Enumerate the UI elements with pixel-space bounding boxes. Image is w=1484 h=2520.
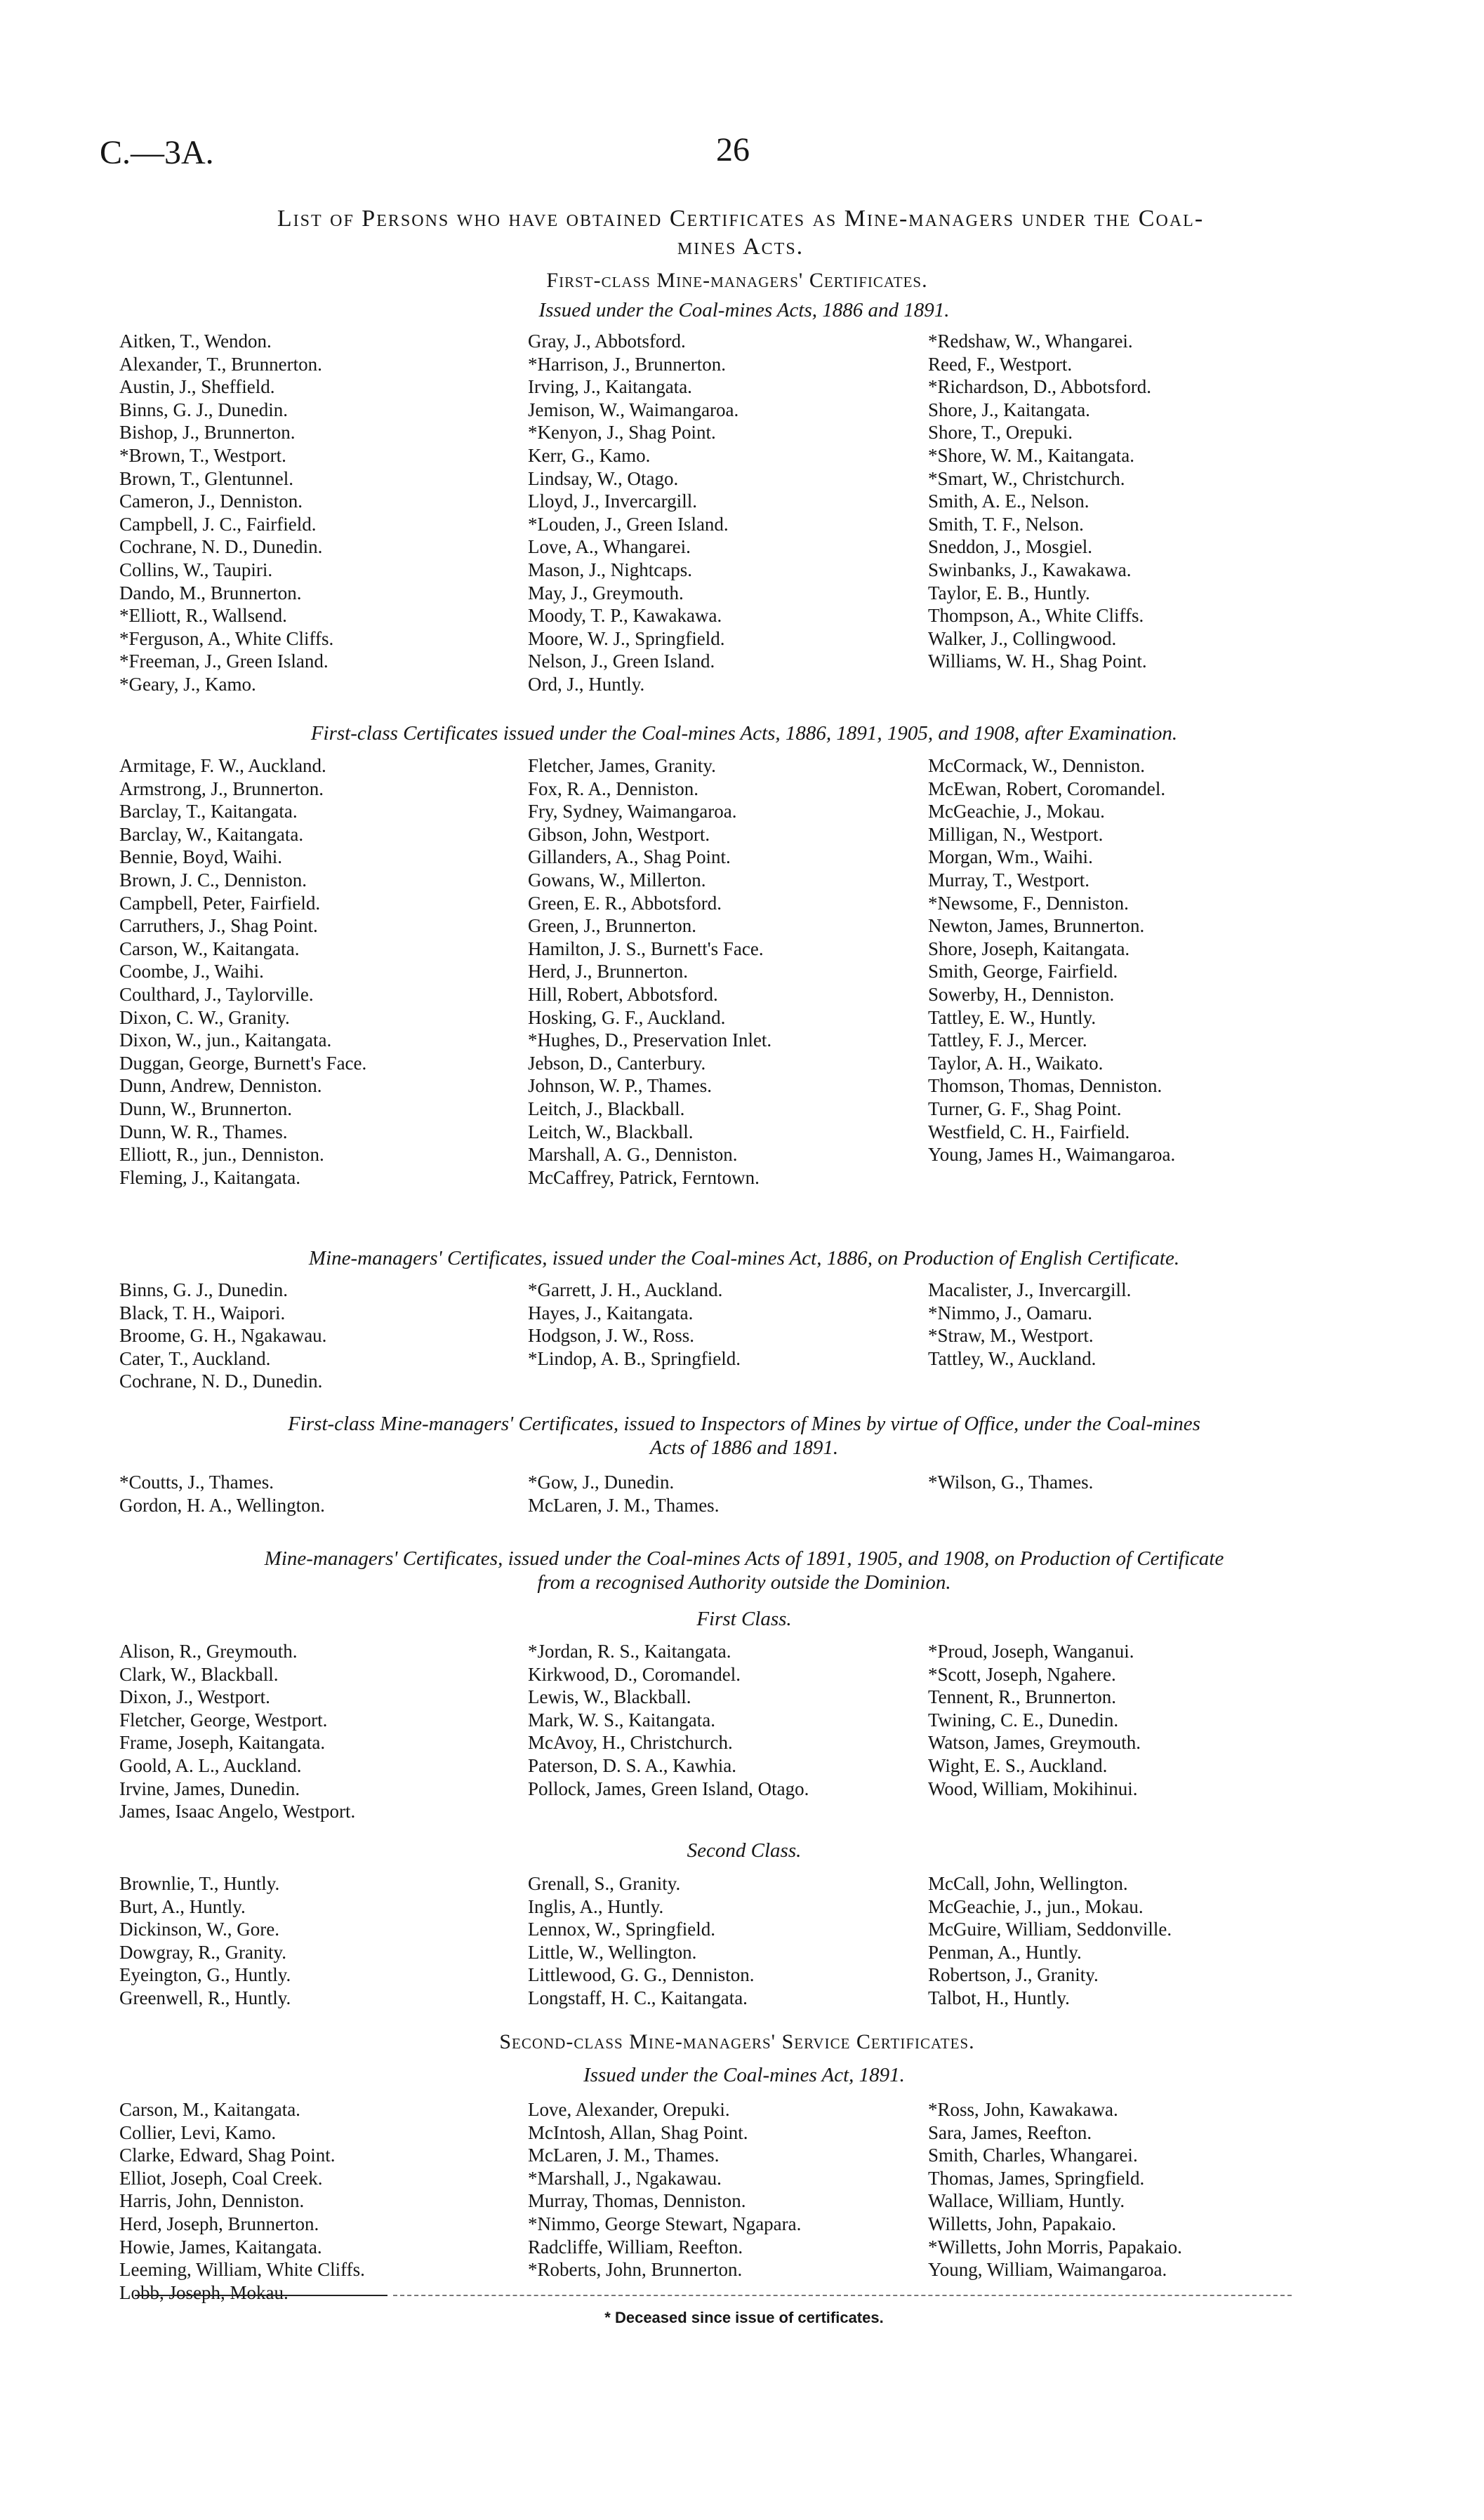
name-entry: McLaren, J. M., Thames. — [528, 2145, 720, 2166]
name-entry: *Jordan, R. S., Kaitangata. — [528, 1641, 731, 1662]
name-entry: *Gow, J., Dunedin. — [528, 1472, 675, 1493]
name-entry: Little, W., Wellington. — [528, 1941, 697, 1963]
name-entry: Binns, G. J., Dunedin. — [119, 399, 289, 420]
name-entry: Cater, T., Auckland. — [119, 1347, 271, 1369]
name-entry: Fox, R. A., Denniston. — [528, 778, 699, 799]
name-entry: Hamilton, J. S., Burnett's Face. — [528, 938, 764, 959]
name-entry: Collier, Levi, Kamo. — [119, 2121, 277, 2143]
section-1-heading: Issued under the Coal-mines Acts, 1886 and 1891. — [538, 299, 950, 321]
name-entry: Barclay, T., Kaitangata. — [119, 801, 298, 822]
name-entry: Elliott, R., jun., Denniston. — [119, 1144, 324, 1166]
name-entry: *Garrett, J. H., Auckland. — [528, 1279, 723, 1300]
footnote: * Deceased since issue of certificates. — [604, 2309, 884, 2326]
name-entry: Lewis, W., Blackball. — [528, 1686, 691, 1708]
name-entry: Nelson, J., Green Island. — [528, 651, 715, 672]
name-entry: Barclay, W., Kaitangata. — [119, 823, 304, 845]
name-entry: Turner, G. F., Shag Point. — [928, 1098, 1122, 1119]
footnote-dashed-rule — [393, 2295, 1292, 2296]
section-5-second-class-column-2 — [528, 1872, 754, 2010]
name-entry: Aitken, T., Wendon. — [119, 331, 272, 352]
section-3-column-3 — [928, 1279, 1131, 1370]
name-entry: Moore, W. J., Springfield. — [528, 627, 725, 649]
name-entry: Armstrong, J., Brunnerton. — [119, 778, 324, 799]
name-entry: Lobb, Joseph, Mokau. — [119, 2281, 289, 2303]
name-entry: *Elliott, R., Wallsend. — [119, 605, 287, 627]
name-entry: *Shore, W. M., Kaitangata. — [928, 444, 1134, 466]
name-entry: Clark, W., Blackball. — [119, 1663, 279, 1685]
name-entry: Grenall, S., Granity. — [528, 1873, 681, 1894]
name-entry: Coulthard, J., Taylorville. — [119, 983, 314, 1005]
name-entry: Brown, T., Glentunnel. — [119, 467, 293, 489]
name-entry: Smith, T. F., Nelson. — [928, 513, 1084, 535]
name-entry: Kerr, G., Kamo. — [528, 444, 651, 466]
name-entry: Sneddon, J., Mosgiel. — [928, 536, 1093, 558]
name-entry: Robertson, J., Granity. — [928, 1964, 1099, 1986]
second-class-service-heading: Second-class Mine-managers' Service Certificates. — [499, 2030, 975, 2053]
name-entry: Shore, Joseph, Kaitangata. — [928, 938, 1130, 959]
section-3-heading: Mine-managers' Certificates, issued under the Coal-mines Act, 1886, on Production of English Certificate. — [308, 1247, 1180, 1269]
section-4-heading-line-2: Acts of 1886 and 1891. — [649, 1436, 839, 1459]
name-entry: *Ross, John, Kawakawa. — [928, 2099, 1118, 2120]
name-entry: Dixon, W., jun., Kaitangata. — [119, 1029, 332, 1051]
name-entry: *Lindop, A. B., Springfield. — [528, 1347, 741, 1369]
name-entry: Tattley, F. J., Mercer. — [928, 1029, 1087, 1051]
name-entry: Dowgray, R., Granity. — [119, 1941, 286, 1963]
name-entry: Burt, A., Huntly. — [119, 1895, 246, 1917]
section-2-column-1 — [119, 754, 366, 1189]
name-entry: Armitage, F. W., Auckland. — [119, 755, 326, 776]
name-entry: Inglis, A., Huntly. — [528, 1895, 664, 1917]
name-entry: Irvine, James, Dunedin. — [119, 1778, 300, 1799]
name-entry: McGeachie, J., jun., Mokau. — [928, 1895, 1144, 1917]
name-entry: Lloyd, J., Invercargill. — [528, 491, 697, 512]
section-6-column-1 — [119, 2098, 365, 2304]
name-entry: Binns, G. J., Dunedin. — [119, 1279, 289, 1300]
name-entry: McGeachie, J., Mokau. — [928, 801, 1105, 822]
name-entry: *Straw, M., Westport. — [928, 1325, 1094, 1347]
name-entry: Gibson, John, Westport. — [528, 823, 710, 845]
name-entry: Eyeington, G., Huntly. — [119, 1964, 291, 1986]
name-entry: Gray, J., Abbotsford. — [528, 331, 686, 352]
name-entry: Jemison, W., Waimangaroa. — [528, 399, 739, 420]
name-entry: Ord, J., Huntly. — [528, 673, 645, 695]
name-entry: McEwan, Robert, Coromandel. — [928, 778, 1166, 799]
name-entry: Duggan, George, Burnett's Face. — [119, 1052, 367, 1074]
name-entry: Campbell, Peter, Fairfield. — [119, 892, 321, 914]
title-line-1: List of Persons who have obtained Certificates as Mine-managers under the Coal- — [277, 206, 1205, 232]
name-entry: Murray, T., Westport. — [928, 869, 1090, 891]
name-entry: Young, William, Waimangaroa. — [928, 2259, 1167, 2281]
section-4-column-3 — [928, 1471, 1093, 1494]
name-entry: Frame, Joseph, Kaitangata. — [119, 1732, 326, 1754]
section-4-heading-line-1: First-class Mine-managers' Certificates, issued to Inspectors of Mines by virtue of Office, under the Coal-mines — [288, 1413, 1200, 1435]
name-entry: Twining, C. E., Dunedin. — [928, 1709, 1119, 1731]
name-entry: Pollock, James, Green Island, Otago. — [528, 1778, 809, 1799]
name-entry: Hayes, J., Kaitangata. — [528, 1302, 694, 1324]
name-entry: Dixon, J., Westport. — [119, 1686, 270, 1708]
name-entry: Mark, W. S., Kaitangata. — [528, 1709, 715, 1731]
name-entry: *Newsome, F., Denniston. — [928, 892, 1129, 914]
name-entry: Fleming, J., Kaitangata. — [119, 1166, 300, 1188]
name-entry: Campbell, J. C., Fairfield. — [119, 513, 317, 535]
name-entry: Thompson, A., White Cliffs. — [928, 605, 1144, 627]
name-entry: Morgan, Wm., Waihi. — [928, 846, 1093, 868]
name-entry: Bishop, J., Brunnerton. — [119, 422, 296, 444]
name-entry: Gowans, W., Millerton. — [528, 869, 706, 891]
name-entry: Lennox, W., Springfield. — [528, 1919, 715, 1940]
name-entry: Love, A., Whangarei. — [528, 536, 691, 558]
name-entry: *Proud, Joseph, Wanganui. — [928, 1641, 1134, 1662]
name-entry: Herd, J., Brunnerton. — [528, 961, 688, 982]
name-entry: Cameron, J., Denniston. — [119, 491, 303, 512]
name-entry: Fletcher, James, Granity. — [528, 755, 716, 776]
name-entry: *Roberts, John, Brunnerton. — [528, 2259, 743, 2281]
name-entry: McAvoy, H., Christchurch. — [528, 1732, 733, 1754]
name-entry: Clarke, Edward, Shag Point. — [119, 2145, 336, 2166]
name-entry: Sara, James, Reefton. — [928, 2121, 1092, 2143]
name-entry: Longstaff, H. C., Kaitangata. — [528, 1987, 748, 2008]
name-entry: Tattley, E. W., Huntly. — [928, 1006, 1097, 1028]
name-entry: Gillanders, A., Shag Point. — [528, 846, 731, 868]
name-entry: Howie, James, Kaitangata. — [119, 2236, 322, 2258]
name-entry: Shore, T., Orepuki. — [928, 422, 1073, 444]
name-entry: *Ferguson, A., White Cliffs. — [119, 627, 334, 649]
name-entry: McGuire, William, Seddonville. — [928, 1919, 1172, 1940]
title-line-2: mines Acts. — [677, 234, 804, 260]
section-3-column-2 — [528, 1279, 741, 1370]
name-entry: *Redshaw, W., Whangarei. — [928, 331, 1133, 352]
name-entry: Dunn, W., Brunnerton. — [119, 1098, 292, 1119]
name-entry: Milligan, N., Westport. — [928, 823, 1104, 845]
name-entry: Dando, M., Brunnerton. — [119, 582, 302, 604]
name-entry: Brownlie, T., Huntly. — [119, 1873, 280, 1894]
section-5-heading-line-2: from a recognised Authority outside the Dominion. — [537, 1571, 951, 1594]
name-entry: Elliot, Joseph, Coal Creek. — [119, 2167, 323, 2189]
name-entry: Tattley, W., Auckland. — [928, 1347, 1097, 1369]
name-entry: *Brown, T., Westport. — [119, 444, 286, 466]
name-entry: Newton, James, Brunnerton. — [928, 915, 1145, 937]
name-entry: McCaffrey, Patrick, Ferntown. — [528, 1166, 760, 1188]
first-class-heading: First-class Mine-managers' Certificates. — [546, 269, 928, 292]
section-1-column-3 — [928, 330, 1151, 673]
first-class-subheading: First Class. — [696, 1608, 792, 1630]
name-entry: *Kenyon, J., Shag Point. — [528, 422, 716, 444]
name-entry: *Louden, J., Green Island. — [528, 513, 729, 535]
section-2-column-2 — [528, 754, 771, 1189]
name-entry: Leitch, W., Blackball. — [528, 1121, 694, 1142]
section-4-heading — [112, 1412, 1376, 1460]
name-entry: Coombe, J., Waihi. — [119, 961, 264, 982]
name-entry: Wight, E. S., Auckland. — [928, 1754, 1108, 1776]
section-5-heading — [112, 1547, 1376, 1594]
name-entry: Paterson, D. S. A., Kawhia. — [528, 1754, 736, 1776]
section-2-column-3 — [928, 754, 1175, 1166]
name-entry: McLaren, J. M., Thames. — [528, 1494, 720, 1516]
report-reference: C.—3A. — [100, 134, 214, 171]
section-5-first-class-column-1 — [119, 1640, 355, 1823]
name-entry: Reed, F., Westport. — [928, 353, 1073, 375]
section-4-column-1 — [119, 1471, 325, 1516]
name-entry: Leeming, William, White Cliffs. — [119, 2259, 365, 2281]
section-2-heading: First-class Certificates issued under the Coal-mines Acts, 1886, 1891, 1905, and 1908, after Examination. — [310, 722, 1178, 745]
name-entry: Tennent, R., Brunnerton. — [928, 1686, 1117, 1708]
name-entry: Black, T. H., Waipori. — [119, 1302, 286, 1324]
name-entry: *Freeman, J., Green Island. — [119, 651, 329, 672]
name-entry: Greenwell, R., Huntly. — [119, 1987, 291, 2008]
name-entry: May, J., Greymouth. — [528, 582, 684, 604]
name-entry: Wood, William, Mokihinui. — [928, 1778, 1138, 1799]
name-entry: Taylor, A. H., Waikato. — [928, 1052, 1104, 1074]
name-entry: Wallace, William, Huntly. — [928, 2190, 1125, 2212]
name-entry: Dixon, C. W., Granity. — [119, 1006, 290, 1028]
name-entry: Walker, J., Collingwood. — [928, 627, 1117, 649]
section-6-column-3 — [928, 2098, 1182, 2281]
name-entry: Smith, Charles, Whangarei. — [928, 2145, 1138, 2166]
document-title — [123, 205, 1358, 261]
name-entry: Carson, M., Kaitangata. — [119, 2099, 300, 2120]
section-3-column-1 — [119, 1279, 326, 1393]
name-entry: Alison, R., Greymouth. — [119, 1641, 298, 1662]
name-entry: Green, J., Brunnerton. — [528, 915, 696, 937]
name-entry: Bennie, Boyd, Waihi. — [119, 846, 283, 868]
name-entry: McIntosh, Allan, Shag Point. — [528, 2121, 748, 2143]
name-entry: Carruthers, J., Shag Point. — [119, 915, 318, 937]
name-entry: Dunn, W. R., Thames. — [119, 1121, 288, 1142]
name-entry: Lindsay, W., Otago. — [528, 467, 679, 489]
name-entry: Littlewood, G. G., Denniston. — [528, 1964, 755, 1986]
name-entry: Williams, W. H., Shag Point. — [928, 651, 1147, 672]
name-entry: Irving, J., Kaitangata. — [528, 376, 692, 398]
name-entry: *Willetts, John Morris, Papakaio. — [928, 2236, 1182, 2258]
section-5-first-class-column-2 — [528, 1640, 809, 1800]
name-entry: Cochrane, N. D., Dunedin. — [119, 1371, 323, 1392]
name-entry: Herd, Joseph, Brunnerton. — [119, 2213, 319, 2234]
name-entry: *Richardson, D., Abbotsford. — [928, 376, 1151, 398]
name-entry: Cochrane, N. D., Dunedin. — [119, 536, 323, 558]
section-5-second-class-column-3 — [928, 1872, 1172, 2010]
section-5-first-class-column-3 — [928, 1640, 1141, 1800]
name-entry: Moody, T. P., Kawakawa. — [528, 605, 722, 627]
name-entry: Young, James H., Waimangaroa. — [928, 1144, 1176, 1166]
page-number: 26 — [716, 131, 750, 168]
name-entry: Brown, J. C., Denniston. — [119, 869, 307, 891]
section-4-column-2 — [528, 1471, 719, 1516]
name-entry: Kirkwood, D., Coromandel. — [528, 1663, 741, 1685]
name-entry: Taylor, E. B., Huntly. — [928, 582, 1090, 604]
name-entry: Thomson, Thomas, Denniston. — [928, 1075, 1162, 1097]
name-entry: Talbot, H., Huntly. — [928, 1987, 1070, 2008]
name-entry: Austin, J., Sheffield. — [119, 376, 275, 398]
name-entry: Alexander, T., Brunnerton. — [119, 353, 322, 375]
footnote-rule — [135, 2295, 387, 2296]
name-entry: Sowerby, H., Denniston. — [928, 983, 1115, 1005]
name-entry: *Marshall, J., Ngakawau. — [528, 2167, 722, 2189]
name-entry: Swinbanks, J., Kawakawa. — [928, 559, 1132, 580]
name-entry: Hodgson, J. W., Ross. — [528, 1325, 695, 1347]
name-entry: Jebson, D., Canterbury. — [528, 1052, 706, 1074]
section-5-second-class-column-1 — [119, 1872, 291, 2010]
name-entry: Hill, Robert, Abbotsford. — [528, 983, 718, 1005]
name-entry: Smith, A. E., Nelson. — [928, 491, 1089, 512]
name-entry: Gordon, H. A., Wellington. — [119, 1494, 325, 1516]
name-entry: *Nimmo, J., Oamaru. — [928, 1302, 1092, 1324]
name-entry: Collins, W., Taupiri. — [119, 559, 273, 580]
name-entry: Harris, John, Denniston. — [119, 2190, 305, 2212]
name-entry: Dickinson, W., Gore. — [119, 1919, 279, 1940]
name-entry: Goold, A. L., Auckland. — [119, 1754, 302, 1776]
name-entry: Broome, G. H., Ngakawau. — [119, 1325, 327, 1347]
section-5-heading-line-1: Mine-managers' Certificates, issued under the Coal-mines Acts of 1891, 1905, and 1908, on Production of Certificate — [264, 1547, 1224, 1570]
name-entry: *Harrison, J., Brunnerton. — [528, 353, 726, 375]
name-entry: *Coutts, J., Thames. — [119, 1472, 274, 1493]
name-entry: Murray, Thomas, Denniston. — [528, 2190, 746, 2212]
name-entry: *Hughes, D., Preservation Inlet. — [528, 1029, 772, 1051]
name-entry: Marshall, A. G., Denniston. — [528, 1144, 738, 1166]
name-entry: Radcliffe, William, Reefton. — [528, 2236, 743, 2258]
section-1-column-2 — [528, 330, 738, 696]
name-entry: Macalister, J., Invercargill. — [928, 1279, 1132, 1300]
name-entry: *Geary, J., Kamo. — [119, 673, 256, 695]
name-entry: Dunn, Andrew, Denniston. — [119, 1075, 322, 1097]
name-entry: James, Isaac Angelo, Westport. — [119, 1801, 356, 1822]
name-entry: Watson, James, Greymouth. — [928, 1732, 1141, 1754]
name-entry: Thomas, James, Springfield. — [928, 2167, 1145, 2189]
name-entry: *Nimmo, George Stewart, Ngapara. — [528, 2213, 802, 2234]
name-entry: McCormack, W., Denniston. — [928, 755, 1145, 776]
section-1-column-1 — [119, 330, 333, 696]
second-class-subheading: Second Class. — [687, 1839, 802, 1862]
name-entry: Willetts, John, Papakaio. — [928, 2213, 1117, 2234]
name-entry: Green, E. R., Abbotsford. — [528, 892, 722, 914]
section-6-heading: Issued under the Coal-mines Act, 1891. — [583, 2064, 905, 2086]
name-entry: Westfield, C. H., Fairfield. — [928, 1121, 1130, 1142]
name-entry: Fry, Sydney, Waimangaroa. — [528, 801, 737, 822]
name-entry: *Smart, W., Christchurch. — [928, 467, 1125, 489]
name-entry: Fletcher, George, Westport. — [119, 1709, 328, 1731]
name-entry: Hosking, G. F., Auckland. — [528, 1006, 726, 1028]
name-entry: *Wilson, G., Thames. — [928, 1472, 1094, 1493]
section-6-column-2 — [528, 2098, 801, 2281]
name-entry: *Scott, Joseph, Ngahere. — [928, 1663, 1116, 1685]
name-entry: Shore, J., Kaitangata. — [928, 399, 1090, 420]
name-entry: Leitch, J., Blackball. — [528, 1098, 685, 1119]
name-entry: Smith, George, Fairfield. — [928, 961, 1118, 982]
name-entry: McCall, John, Wellington. — [928, 1873, 1128, 1894]
name-entry: Johnson, W. P., Thames. — [528, 1075, 713, 1097]
name-entry: Carson, W., Kaitangata. — [119, 938, 300, 959]
name-entry: Love, Alexander, Orepuki. — [528, 2099, 730, 2120]
name-entry: Penman, A., Huntly. — [928, 1941, 1082, 1963]
name-entry: Mason, J., Nightcaps. — [528, 559, 692, 580]
